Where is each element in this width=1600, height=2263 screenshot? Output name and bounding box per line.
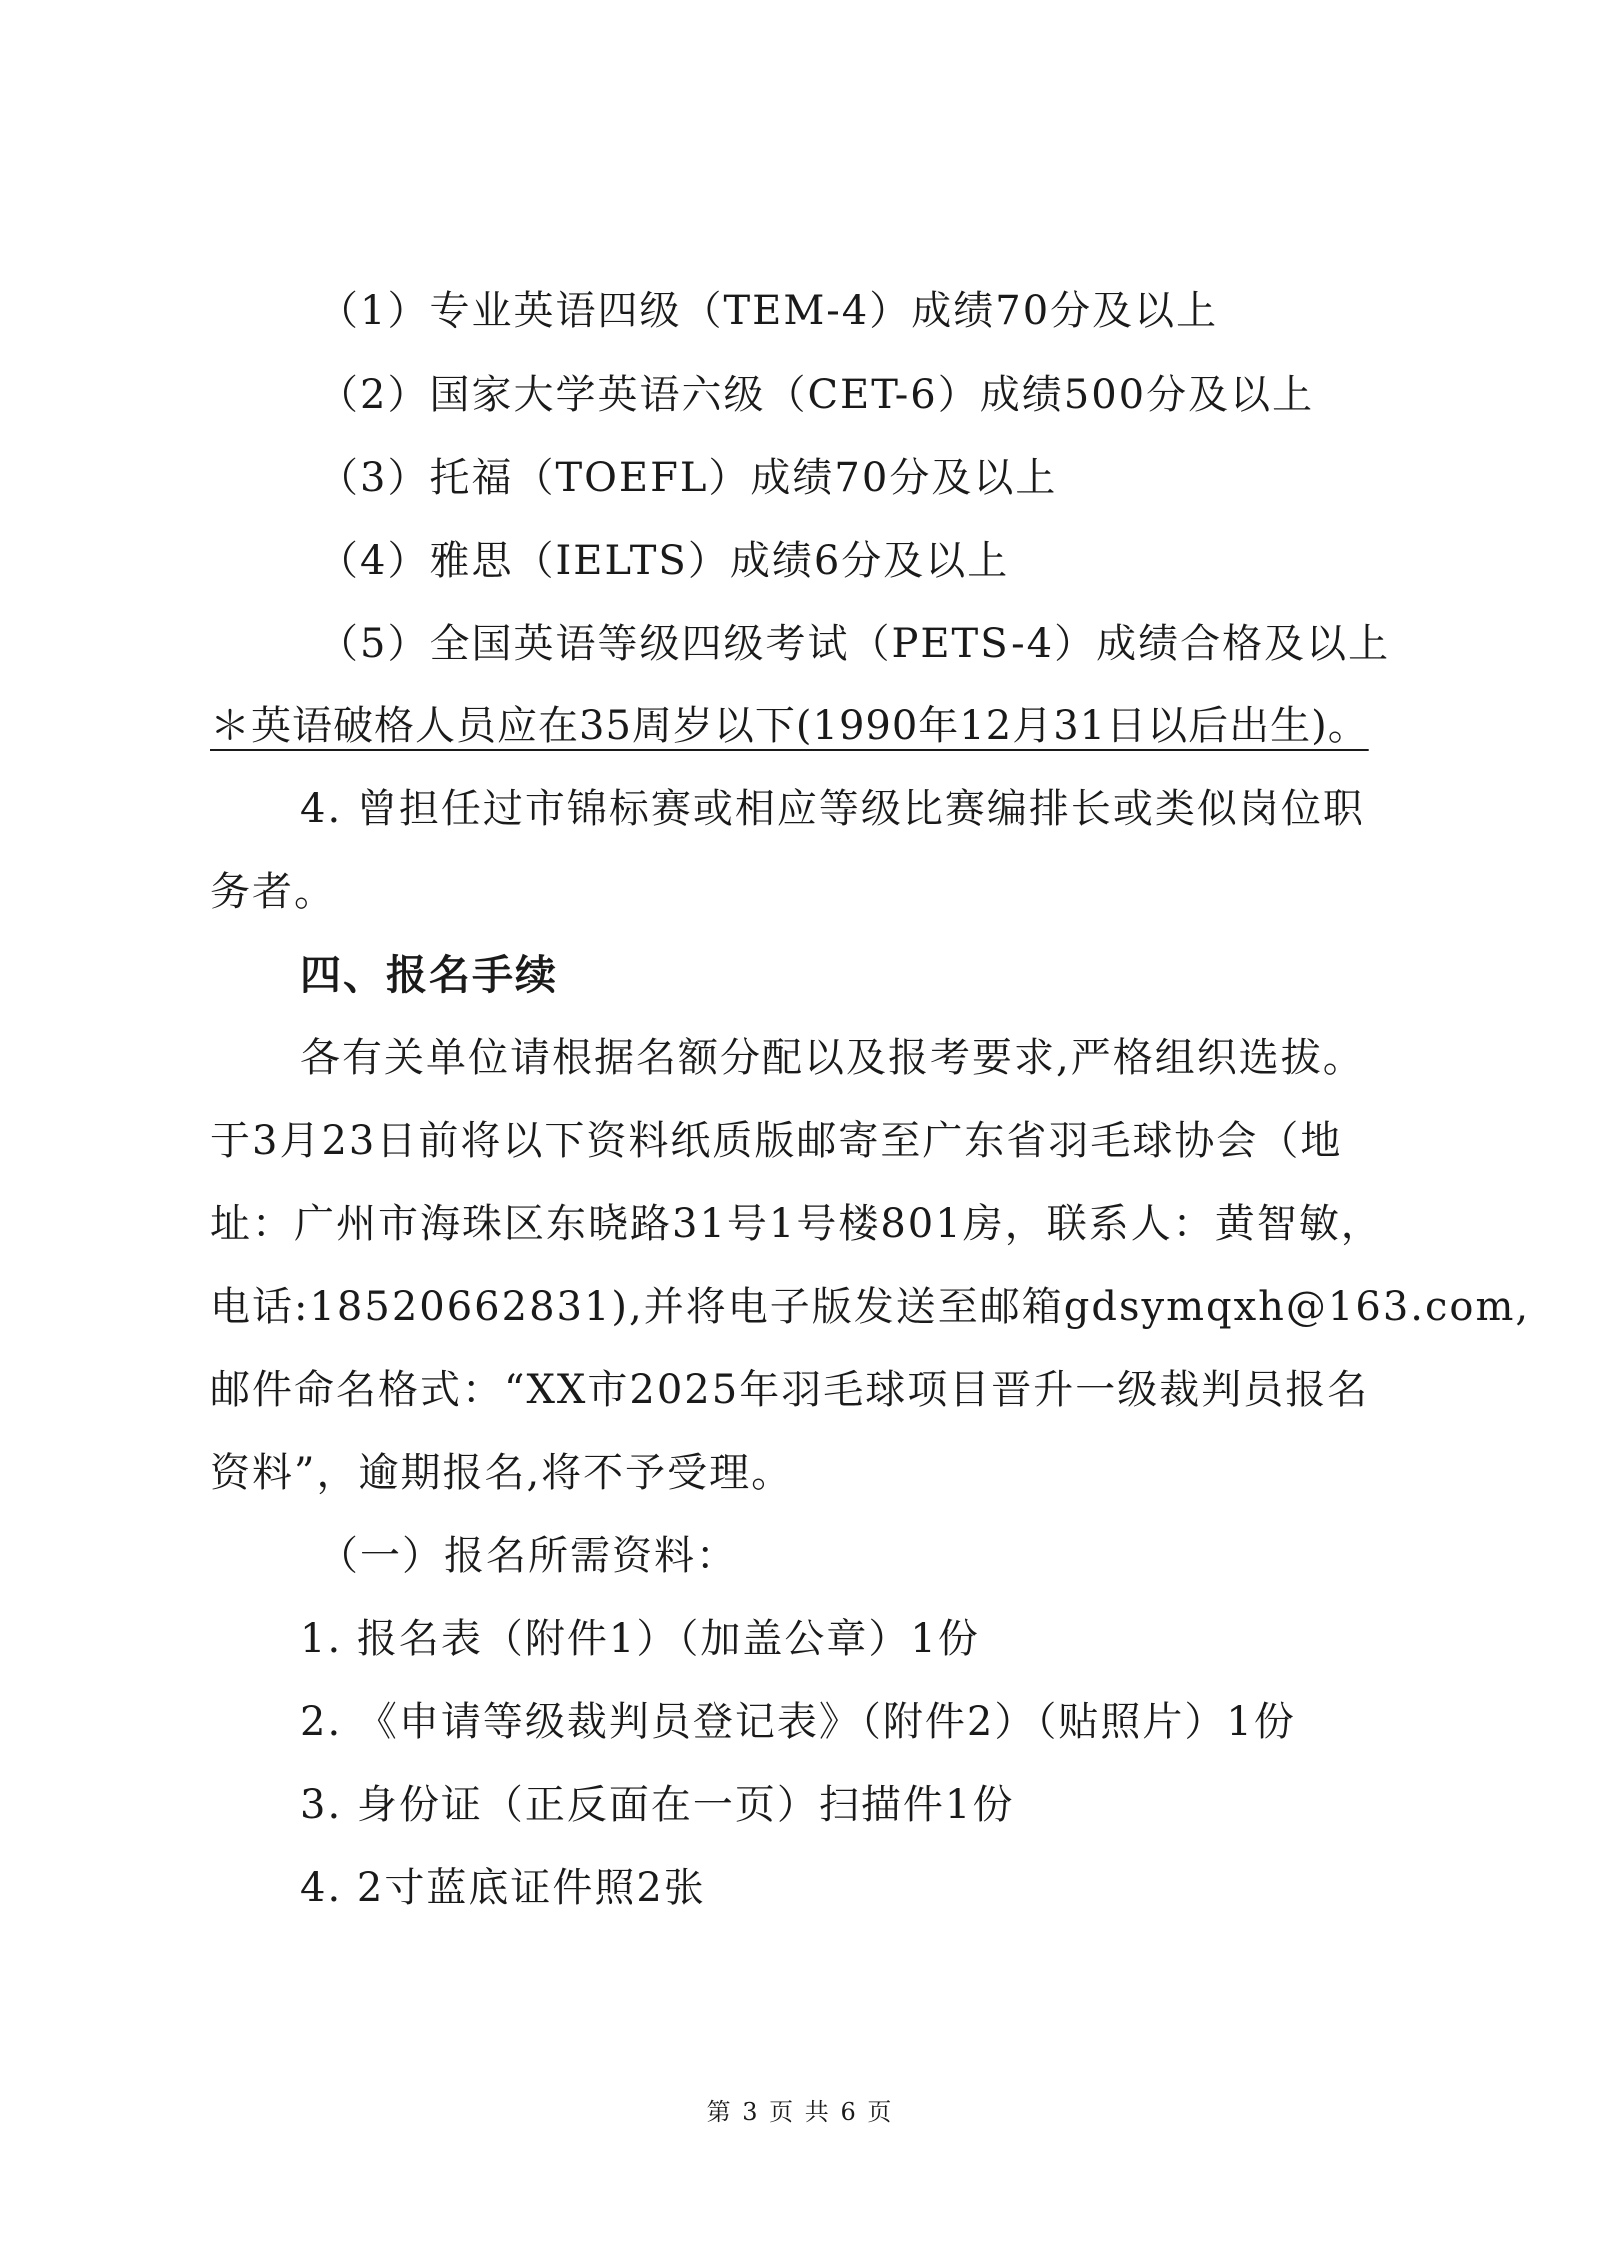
- requirement-4-line1: 4. 曾担任过市锦标赛或相应等级比赛编排长或类似岗位职: [300, 786, 1365, 832]
- requirement-item: （4）雅思（IELTS）成绩6分及以上: [318, 538, 1010, 584]
- page-number-footer: 第 3 页 共 6 页: [706, 2098, 894, 2126]
- paragraph-line: 电话:18520662831),并将电子版发送至邮箱gdsymqxh@163.com,: [210, 1284, 1531, 1330]
- paragraph-line: 邮件命名格式：“XX市2025年羽毛球项目晋升一级裁判员报名: [210, 1367, 1370, 1413]
- materials-title: （一）报名所需资料：: [318, 1533, 738, 1579]
- requirement-item: （5）全国英语等级四级考试（PETS-4）成绩合格及以上: [318, 621, 1391, 667]
- paragraph-line: 址：广州市海珠区东晓路31号1号楼801房，联系人：黄智敏，: [210, 1201, 1383, 1247]
- requirement-item: （2）国家大学英语六级（CET-6）成绩500分及以上: [318, 372, 1315, 418]
- age-exception-note: ＊英语破格人员应在35周岁以下(1990年12月31日以后出生)。: [210, 703, 1369, 749]
- requirement-item: （3）托福（TOEFL）成绩70分及以上: [318, 455, 1058, 501]
- material-item: 4. 2寸蓝底证件照2张: [300, 1865, 706, 1911]
- material-item: 1. 报名表（附件1）（加盖公章）1份: [300, 1616, 980, 1662]
- section-title: 四、报名手续: [300, 951, 558, 999]
- paragraph-line: 资料”，逾期报名,将不予受理。: [210, 1450, 794, 1496]
- paragraph-line: 于3月23日前将以下资料纸质版邮寄至广东省羽毛球协会（地: [210, 1118, 1343, 1164]
- requirement-item: （1）专业英语四级（TEM-4）成绩70分及以上: [318, 288, 1219, 334]
- paragraph-line: 各有关单位请根据名额分配以及报考要求,严格组织选拔。: [300, 1035, 1365, 1081]
- requirement-4-line2: 务者。: [210, 869, 336, 915]
- material-item: 3. 身份证（正反面在一页）扫描件1份: [300, 1782, 1015, 1828]
- material-item: 2. 《申请等级裁判员登记表》（附件2）（贴照片）1份: [300, 1699, 1296, 1745]
